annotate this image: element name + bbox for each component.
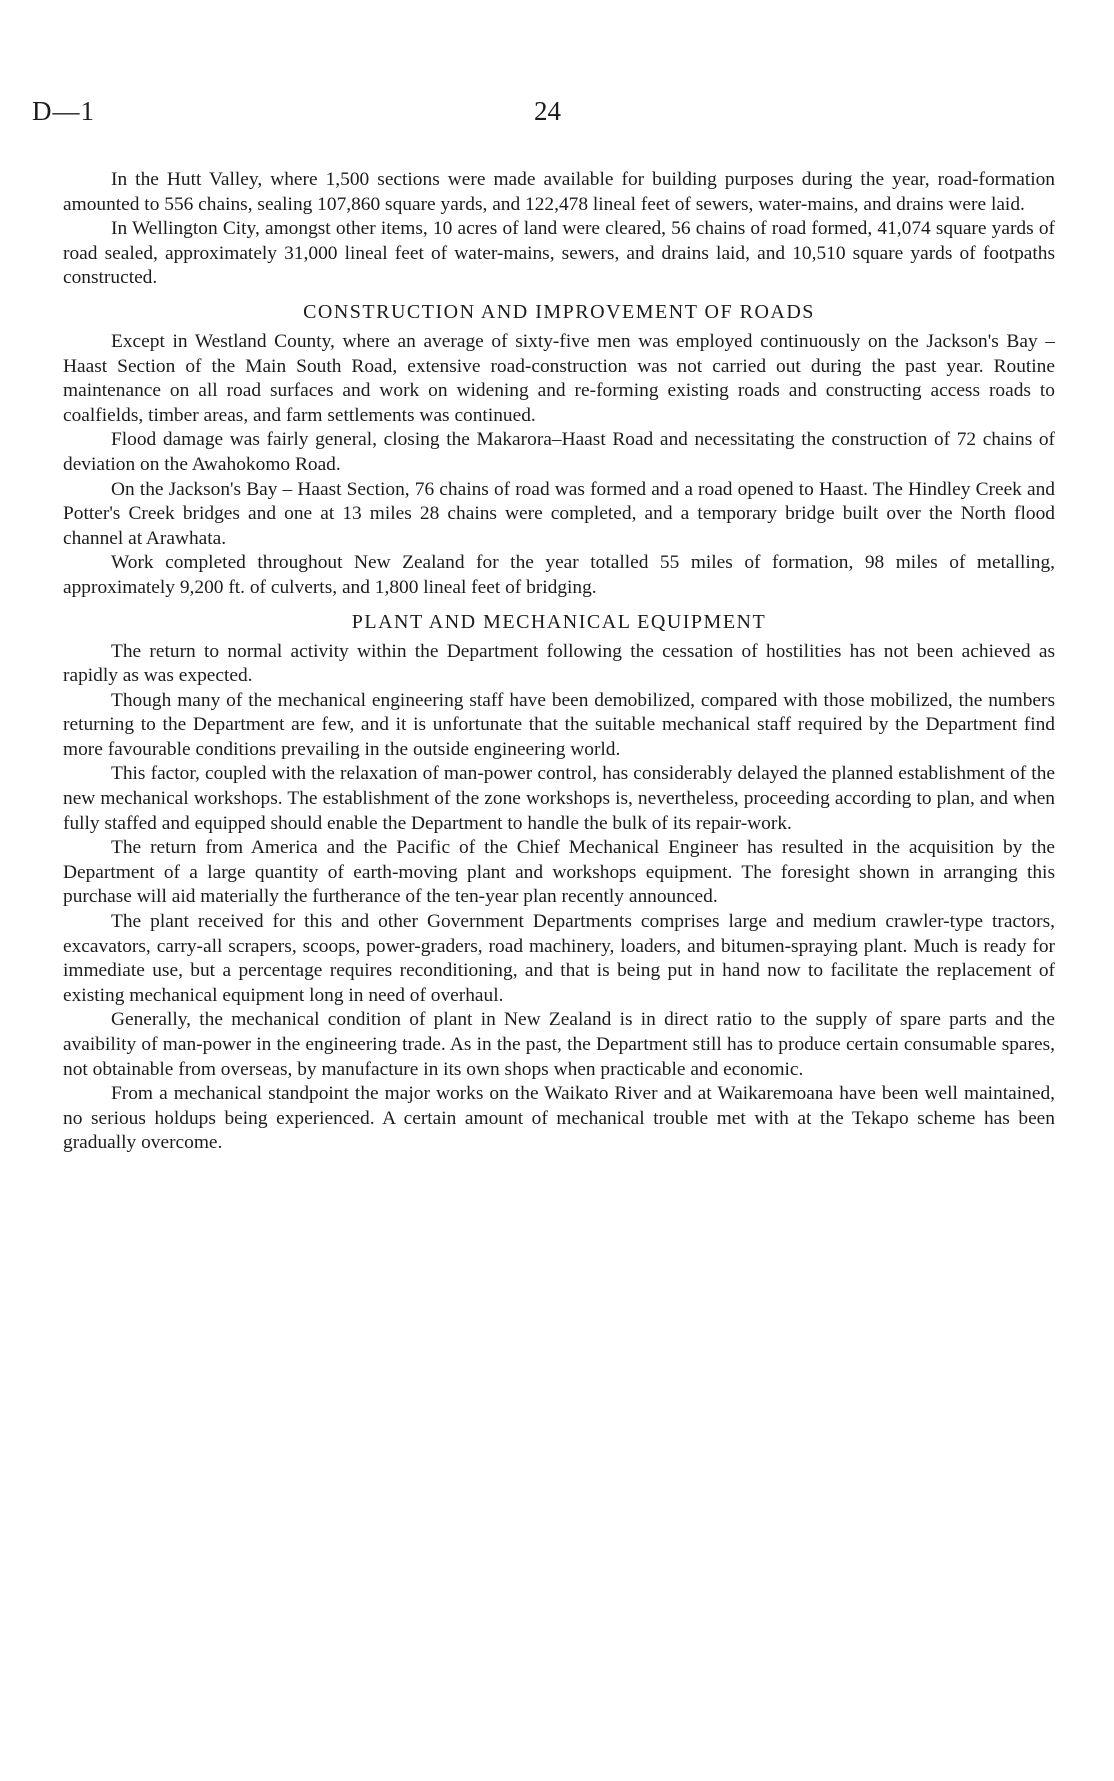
paragraph-flood-damage: Flood damage was fairly general, closing the Makarora–Haast Road and necessitating the construction of 72 chains of deviation on the Awahokomo Road. [63,429,1055,475]
paragraph-major-works: From a mechanical standpoint the major works on the Waikato River and at Waikaremoana have been well maintained, no serious holdups being experienced. A certain amount of mechanical trouble met with at the Tekapo scheme has been gradually overcome. [63,1083,1055,1154]
paragraph-plant-received: The plant received for this and other Government Departments comprises large and medium crawler-type tractors, excavators, carry-all scrapers, scoops, power-graders, road machinery, loaders, and bitumen-spraying plant. Much is ready for immediate use, but a percentage requires reconditioning, and that is being put in hand now to facilitate the replacement of existing mechanical equipment long in need of overhaul. [63,911,1055,1006]
page-number: 24 [534,96,561,126]
document-reference: D—1 [32,96,95,126]
paragraph-westland: Except in Westland County, where an average of sixty-five men was employed continuously on the Jackson's Bay – Haast Section of the Main South Road, extensive road-construction was not carried out during the past year. Routine maintenance on all road surfaces and work on widening and re-forming existing roads and constructing access roads to coalfields, timber areas, and farm settlements was continued. [63,330,1055,426]
paragraph-wellington-city: In Wellington City, amongst other items, 10 acres of land were cleared, 56 chains of road formed, 41,074 square yards of road sealed, approximately 31,000 lineal feet of water-mains, sewers, and drains laid, and 10,510 square yards of footpaths constructed. [63,218,1055,289]
paragraph-hutt-valley: In the Hutt Valley, where 1,500 sections were made available for building purposes during the year, road-formation amounted to 556 chains, sealing 107,860 square yards, and 122,478 lineal feet of sewers, water-mains, and drains were laid. [63,169,1055,215]
paragraph-work-completed: Work completed throughout New Zealand for the year totalled 55 miles of formation, 98 miles of metalling, approximately 9,200 ft. of culverts, and 1,800 lineal feet of bridging. [63,552,1055,598]
heading-construction-roads: CONSTRUCTION AND IMPROVEMENT OF ROADS [303,300,815,323]
heading-plant-equipment: PLANT AND MECHANICAL EQUIPMENT [351,610,767,633]
paragraph-engineering-staff: Though many of the mechanical engineering staff have been demobilized, compared with those mobilized, the numbers returning to the Department are few, and it is unfortunate that the suitable mechanical staff required by the Department find more favourable conditions prevailing in the outside engineering world. [63,689,1055,760]
page-header [32,96,1052,136]
paragraph-mechanical-condition: Generally, the mechanical condition of plant in New Zealand is in direct ratio to the supply of spare parts and the avaibility of man-power in the engineering trade. As in the past, the Department still has to produce certain consumable spares, not obtainable from overseas, by manufacture in its own shops when practicable and economic. [63,1009,1055,1080]
body-text [63,168,1055,1156]
paragraph-normal-activity: The return to normal activity within the Department following the cessation of hostilities has not been achieved as rapidly as was expected. [63,640,1055,687]
paragraph-workshops: This factor, coupled with the relaxation of man-power control, has considerably delayed the planned establishment of the new mechanical workshops. The establishment of the zone workshops is, nevertheless, proceeding according to plan, and when fully staffed and equipped should enable the Department to handle the bulk of its repair-work. [63,763,1055,834]
paragraph-jacksons-bay: On the Jackson's Bay – Haast Section, 76 chains of road was formed and a road opened to Haast. The Hindley Creek and Potter's Creek bridges and one at 13 miles 28 chains were completed, and a temporary bridge built over the North flood channel at Arawhata. [63,478,1055,549]
paragraph-chief-engineer: The return from America and the Pacific of the Chief Mechanical Engineer has resulted in the acquisition by the Department of a large quantity of earth-moving plant and workshops equipment. The foresight shown in arranging this purchase will aid materially the furtherance of the ten-year plan recently announced. [63,837,1055,908]
